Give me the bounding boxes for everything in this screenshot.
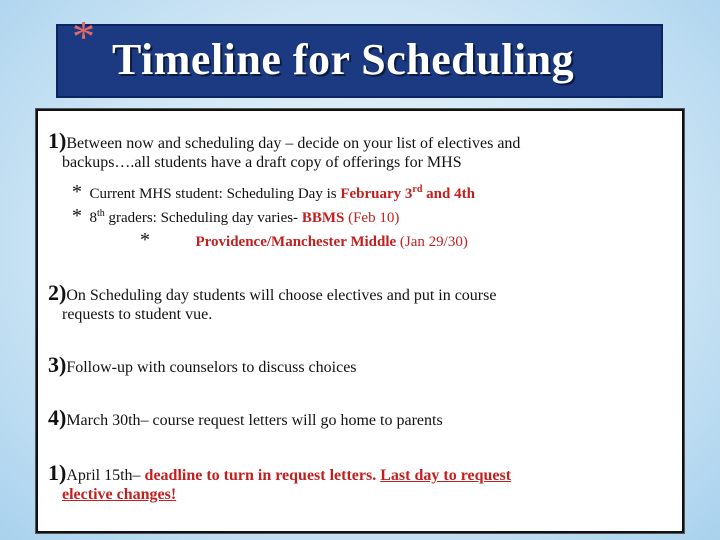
timeline-item-5: [48, 460, 668, 504]
bullet-icon: *: [72, 205, 82, 227]
last-day-highlight: Last day to request: [380, 467, 512, 484]
school-highlight: BBMS: [301, 210, 345, 226]
timeline-item-1: [48, 128, 668, 172]
page-title: Timeline for Scheduling: [112, 35, 575, 84]
date-highlight: February 3: [340, 186, 413, 202]
sub-item-providence: [140, 231, 468, 252]
item-text: Between now and scheduling day – decide on your list of electives and: [66, 135, 521, 152]
item-number: 3): [48, 352, 67, 377]
ordinal-suffix: th: [97, 208, 105, 219]
content-panel: [36, 109, 684, 533]
sub-item-text-b: graders: Scheduling day varies-: [104, 210, 302, 226]
sub-item-text: Current MHS student: Scheduling Day is: [89, 186, 341, 202]
item-number: 1): [48, 128, 67, 153]
bullet-icon: *: [140, 229, 150, 251]
timeline-item-3: [48, 352, 668, 377]
deadline-highlight: deadline to turn in request letters.: [144, 467, 377, 484]
date-suffix: rd: [412, 184, 423, 195]
bullet-icon: *: [72, 181, 82, 203]
item-text: April 15th–: [66, 467, 145, 484]
item-text: March 30th– course request letters will go home to parents: [66, 412, 443, 429]
item-number: 1): [48, 460, 67, 485]
item-text: On Scheduling day students will choose electives and put in course: [66, 287, 497, 304]
title-star-icon: *: [72, 11, 95, 62]
school-date: (Jan 29/30): [396, 234, 468, 250]
timeline-item-4: [48, 405, 668, 430]
school-date: (Feb 10): [344, 210, 400, 226]
sub-item-text-a: 8: [89, 210, 97, 226]
item-number: 2): [48, 280, 67, 305]
sub-item-8th-graders: [72, 207, 399, 228]
date-highlight-2: and 4th: [422, 186, 475, 202]
timeline-item-2: [48, 280, 668, 324]
item-number: 4): [48, 405, 67, 430]
last-day-highlight-continued: elective changes!: [62, 486, 177, 503]
sub-item-mhs: [72, 183, 475, 204]
item-text-continued: backups….all students have a draft copy of offerings for MHS: [62, 154, 462, 171]
item-text-continued: requests to student vue.: [62, 306, 213, 323]
item-text: Follow-up with counselors to discuss choices: [66, 359, 357, 376]
school-highlight: Providence/Manchester Middle: [195, 234, 397, 250]
